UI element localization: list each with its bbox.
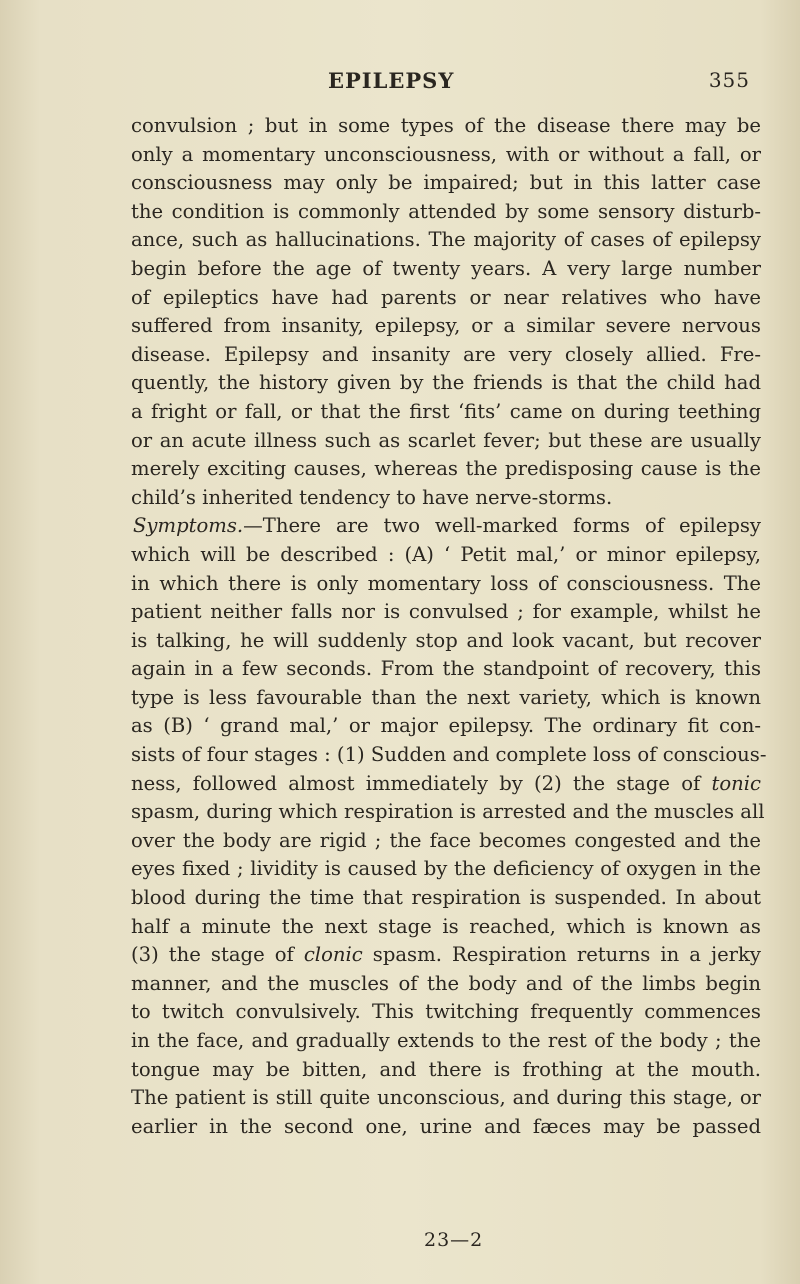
text-line: The patient is still quite unconscious, and during this stage, or	[131, 1086, 761, 1110]
text-line: the condition is commonly attended by some sensory disturb-	[131, 199, 761, 223]
text-line: to twitch convulsively. This twitching frequently commences	[131, 1000, 761, 1024]
tonic-line-text: ness, followed almost immediately by (2) the stage of	[131, 771, 701, 795]
text-line: tongue may be bitten, and there is frothing at the mouth.	[131, 1057, 761, 1081]
text-line: patient neither falls nor is convulsed ; for example, whilst he	[131, 600, 761, 624]
text-line: is talking, he will suddenly stop and look vacant, but recover	[131, 628, 761, 652]
text-line: spasm, during which respiration is arrested and the muscles all	[131, 800, 765, 824]
text-line: in which there is only momentary loss of consciousness. The	[131, 571, 761, 595]
text-line: half a minute the next stage is reached, which is known as	[131, 914, 761, 938]
text-line: consciousness may only be impaired; but in this latter case	[131, 171, 761, 195]
running-head: EPILEPSY	[328, 68, 455, 93]
text-line: in the face, and gradually extends to the rest of the body ; the	[131, 1029, 761, 1052]
text-line: ance, such as hallucinations. The majority of cases of epilepsy	[131, 228, 761, 252]
text-line: only a momentary unconsciousness, with or without a fall, or	[131, 142, 761, 166]
text-line: convulsion ; but in some types of the disease there may be	[131, 114, 761, 137]
symptoms-line-rest: —There are two well-marked forms of epilepsy	[243, 514, 761, 538]
symptoms-heading: Symptoms.	[133, 514, 244, 538]
clonic-word: clonic	[303, 943, 363, 967]
text-line: quently, the history given by the friends is that the child had	[131, 371, 761, 395]
text-line: over the body are rigid ; the face becomes congested and the	[131, 828, 761, 852]
text-line: begin before the age of twenty years. A very large number	[131, 256, 761, 280]
text-line: sists of four stages : (1) Sudden and complete loss of conscious-	[131, 743, 767, 767]
text-line: a fright or fall, or that the first ‘fits’ came on during teething	[131, 399, 761, 423]
body-text	[131, 112, 767, 1141]
clonic-after: spasm. Respiration returns in a jerky	[372, 943, 761, 967]
page-number: 355	[708, 68, 750, 92]
text-line: eyes fixed ; lividity is caused by the deficiency of oxygen in the	[131, 857, 761, 881]
text-line: as (B) ‘ grand mal,’ or major epilepsy. The ordinary fit con-	[131, 714, 761, 738]
text-line: suffered from insanity, epilepsy, or a similar severe nervous	[131, 314, 761, 338]
text-line: child’s inherited tendency to have nerve-storms.	[131, 485, 613, 509]
text-line: earlier in the second one, urine and fæces may be passed	[131, 1114, 761, 1138]
clonic-line	[131, 941, 761, 970]
tonic-line	[131, 770, 761, 799]
text-line: again in a few seconds. From the standpoint of recovery, this	[131, 657, 761, 681]
tonic-word: tonic	[711, 771, 761, 795]
clonic-before: (3) the stage of	[131, 943, 294, 967]
page-header	[130, 68, 750, 96]
text-line: manner, and the muscles of the body and of the limbs begin	[131, 971, 761, 995]
text-line: which will be described : (A) ‘ Petit mal,’ or minor epilepsy,	[131, 542, 761, 566]
symptoms-line	[131, 512, 761, 541]
text-line: merely exciting causes, whereas the predisposing cause is the	[131, 457, 761, 481]
text-line: disease. Epilepsy and insanity are very closely allied. Fre-	[131, 342, 761, 366]
text-line: of epileptics have had parents or near relatives who have	[131, 285, 761, 309]
signature-mark: 23—2	[424, 1229, 484, 1251]
text-line: blood during the time that respiration is suspended. In about	[131, 886, 761, 910]
text-line: or an acute illness such as scarlet fever; but these are usually	[131, 428, 761, 452]
text-line: type is less favourable than the next variety, which is known	[131, 685, 761, 709]
